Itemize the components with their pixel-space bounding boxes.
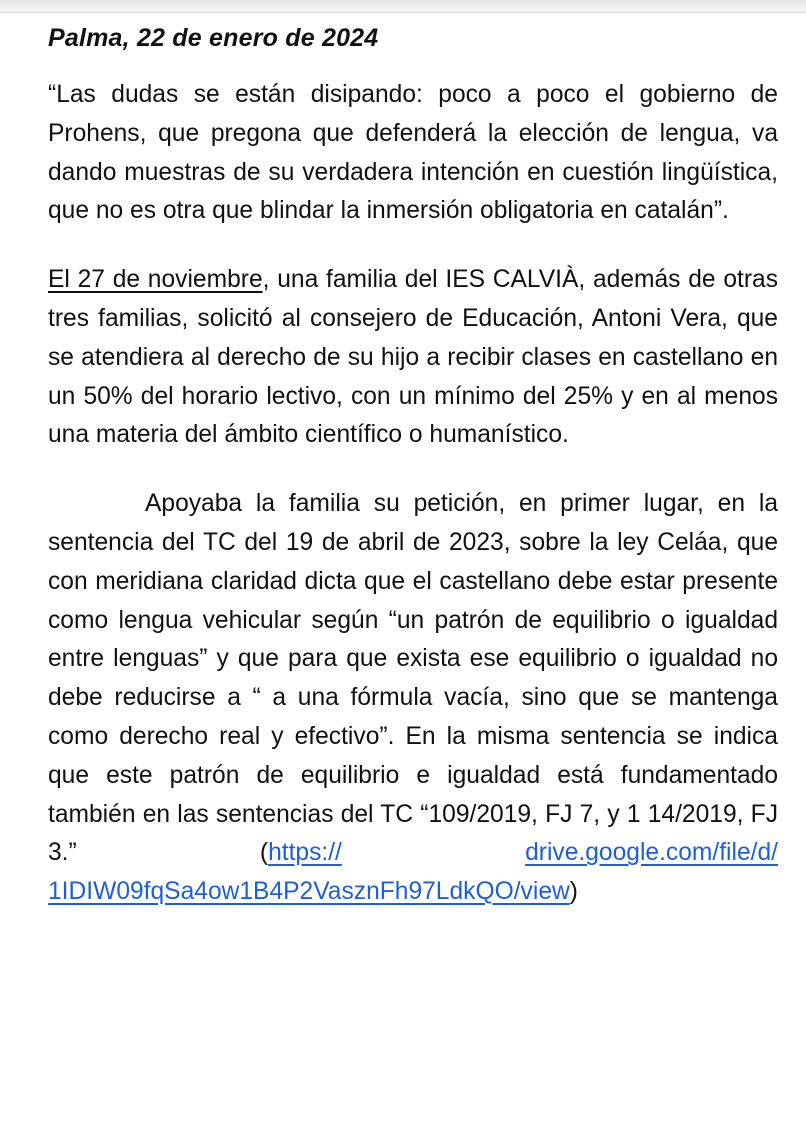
document-body bbox=[48, 18, 778, 942]
window-top-bar bbox=[0, 0, 806, 13]
paragraph-request-text: , una familia del IES CALVIÀ, además de otras tres familias, solicitó al consejero de Educación, Antoni Vera, que se atendiera al derecho de su hijo a recibir clases en castellano en un 50% del horario lectivo, con un mínimo del 25% y en al menos una materia del ámbito científico o humanístico. bbox=[48, 266, 778, 449]
document-date: Palma, 22 de enero de 2024 bbox=[48, 24, 379, 52]
drive-link-part-3[interactable]: 1IDIW09fqSa4ow1B4P2VasznFh97LdkQO/view bbox=[48, 878, 570, 906]
paragraph-argument-text: Apoyaba la familia su petición, en primer lugar, en la sentencia del TC del 19 de abril de 2023, sobre la ley Celáa, que con meridiana claridad dicta que el castellano debe estar presente como lengua vehicular según “un patrón de equilibrio o igualdad entre lenguas” y que para que exista ese equilibrio o igualdad no debe reducirse a “ a una fórmula vacía, sino que se mantenga como derecho real y efectivo”. En la misma sentencia se indica que este patrón de equilibrio e igualdad está fundamentado también en las sentencias del TC “109/2019, FJ 7, y 1 14/2019, FJ 3.” ( bbox=[48, 490, 778, 867]
closing-parenthesis: ) bbox=[569, 878, 578, 906]
drive-link-part-2[interactable]: drive.google.com/file/d/ bbox=[525, 839, 778, 867]
underlined-date: El 27 de noviembre bbox=[48, 266, 263, 294]
drive-link-part-1[interactable]: https:// bbox=[268, 839, 342, 867]
paragraph-quote: “Las dudas se están disipando: poco a poco el gobierno de Prohens, que pregona que defenderá la elección de lengua, va dando muestras de su verdadera intención en cuestión lingüística, que no es otra que blindar la inmersión obligatoria en catalán”. bbox=[48, 81, 778, 225]
paragraph-argument bbox=[48, 485, 778, 912]
paragraph-request bbox=[48, 261, 778, 455]
